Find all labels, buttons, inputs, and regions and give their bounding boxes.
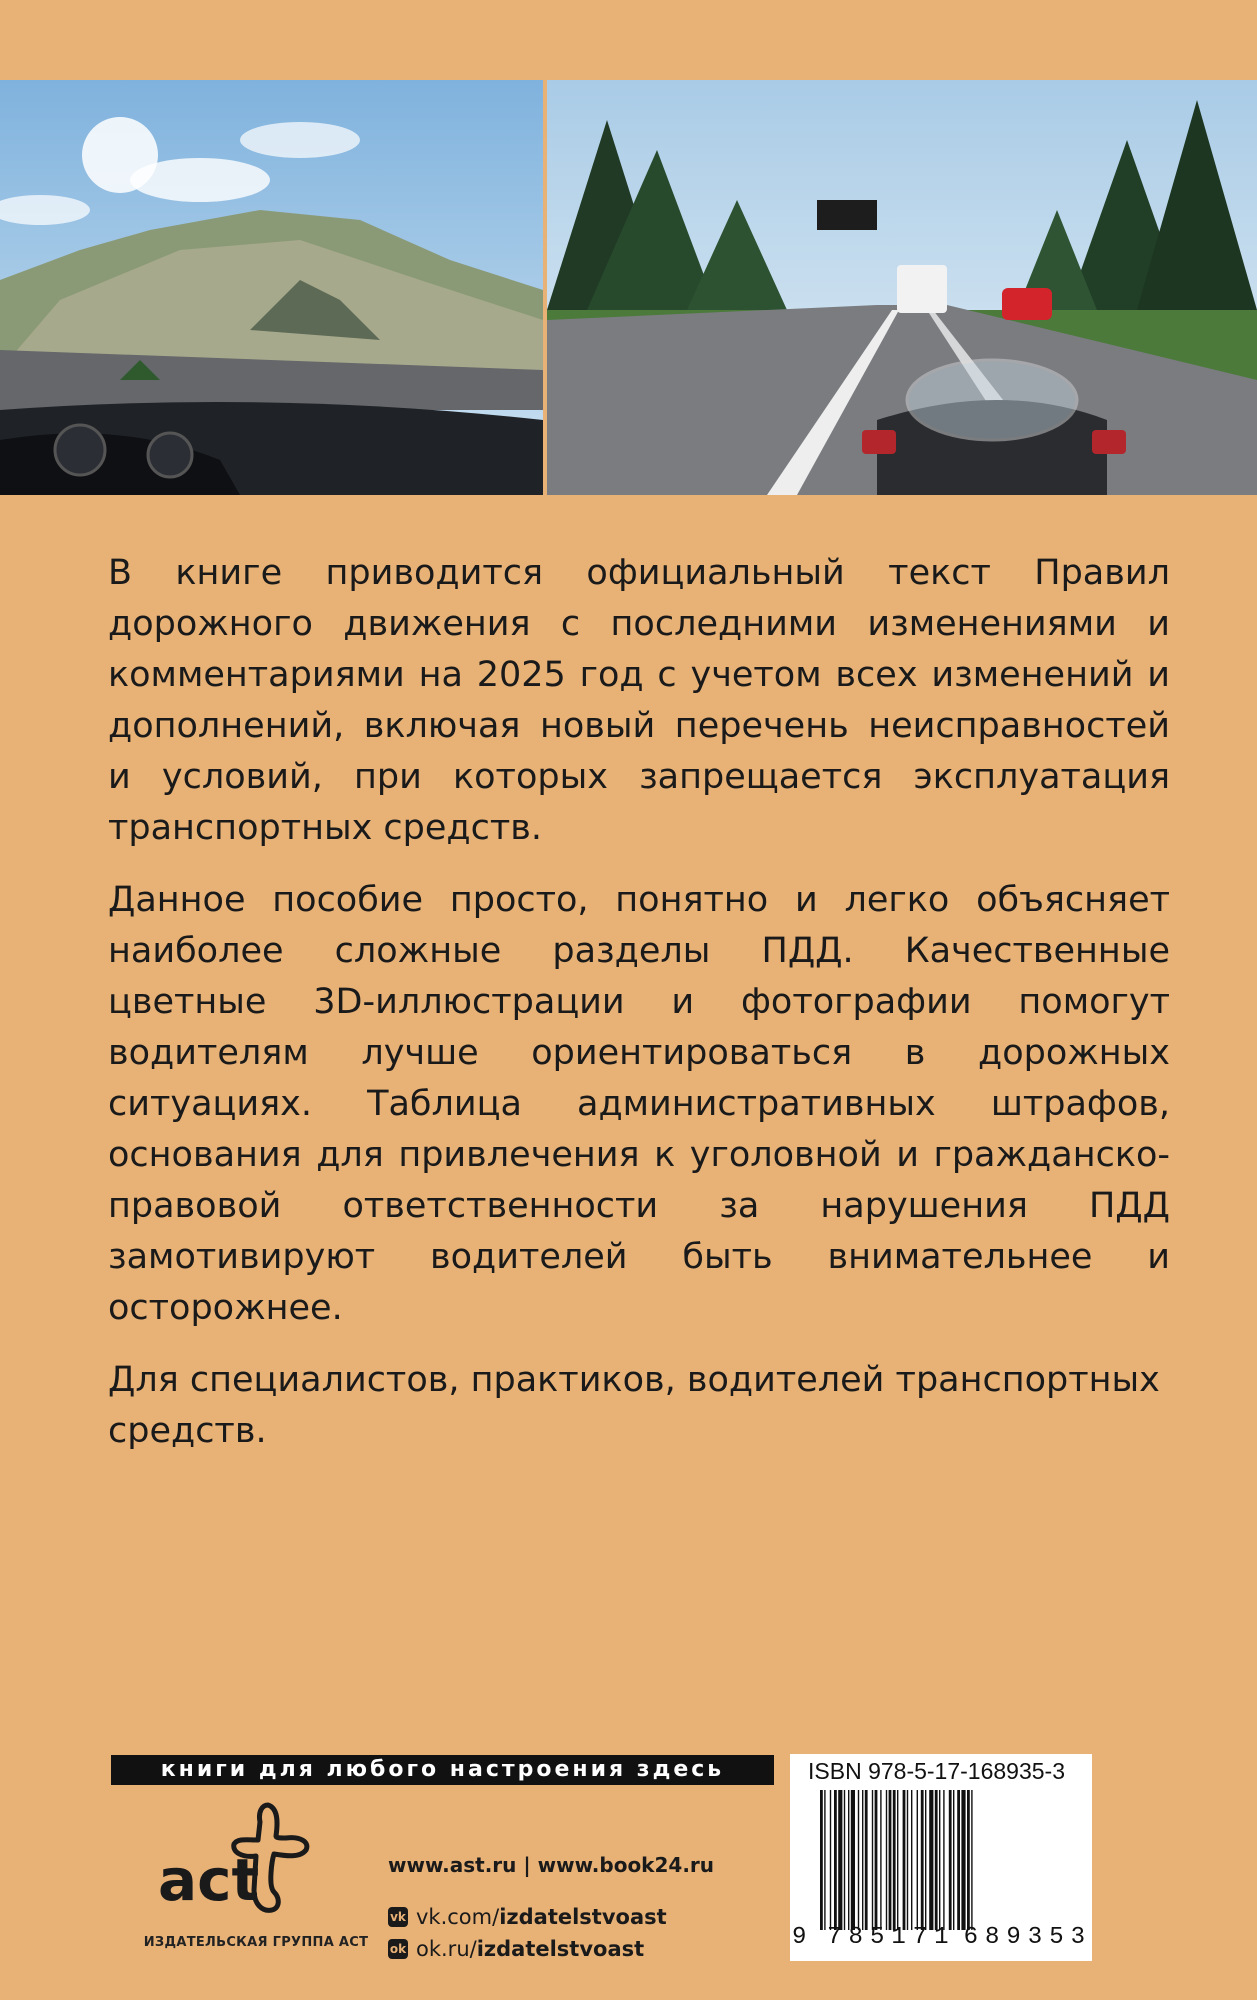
vk-icon: vk [388, 1907, 408, 1927]
barcode-digit-group-2: 689353 [963, 1924, 1092, 1951]
isbn-number: ISBN 978-5-17-168935-3 [808, 1758, 1065, 1784]
ok-icon: ok [388, 1939, 408, 1959]
barcode-digit-prefix: 9 [792, 1924, 807, 1951]
slogan-bar: книги для любого настроения здесь [111, 1755, 774, 1785]
ast-logo [150, 1800, 330, 1920]
barcode-digit-group-1: 785171 [827, 1924, 956, 1951]
road-motorcycle-photo [547, 80, 1257, 495]
publisher-links [388, 1853, 714, 1965]
ok-link[interactable] [388, 1933, 714, 1965]
annotation-text [108, 548, 1170, 1478]
svg-text:act: act [158, 1846, 260, 1914]
annotation-paragraph-2: Данное пособие просто, понятно и легко объясняет наиболее сложные разделы ПДД. Качественные цветные 3D-иллюстрации и фотографии помогут водителям лучше ориентироваться в дорожных ситуациях. Таблица административных штрафов, основания для привлечения к уголовной и гражданско-правовой ответственности за нарушения ПДД замотивируют водителей быть внимательнее и осторожнее. [108, 880, 1170, 1328]
ok-prefix: ok.ru/ [416, 1937, 477, 1961]
isbn-barcode-block [790, 1754, 1092, 1961]
vk-prefix: vk.com/ [416, 1905, 500, 1929]
car-interior-photo [0, 80, 543, 495]
barcode-digits [792, 1924, 1092, 1951]
barcode-graphic [820, 1790, 1082, 1930]
annotation-paragraph-3: Для специалистов, практиков, водителей транспортных средств. [108, 1360, 1160, 1451]
vk-handle: izdatelstvoast [499, 1905, 667, 1929]
vk-link[interactable] [388, 1901, 714, 1933]
publisher-imprint: ИЗДАТЕЛЬСКАЯ ГРУППА АСТ [143, 1935, 369, 1950]
cover-photos [0, 80, 1257, 495]
websites[interactable]: www.ast.ru | www.book24.ru [388, 1853, 715, 1877]
ok-handle: izdatelstvoast [476, 1937, 645, 1961]
annotation-paragraph-1: В книге приводится официальный текст Правил дорожного движения с последними изменениями и комментариями на 2025 год с учетом всех изменений и дополнений, включая новый перечень неисправностей и условий, при которых запрещается эксплуатация транспортных средств. [108, 553, 1170, 848]
